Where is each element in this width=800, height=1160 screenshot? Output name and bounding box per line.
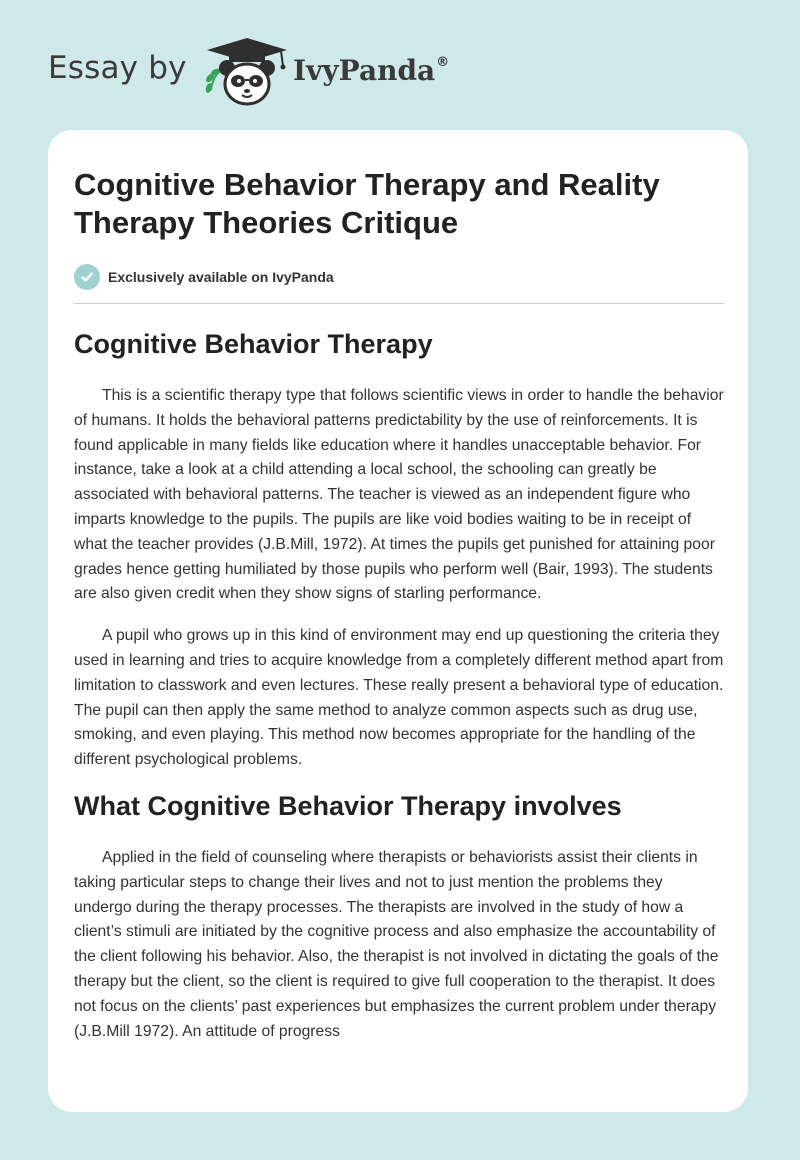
- paragraph: Applied in the field of counseling where therapists or behaviorists assist their clients in taking particular steps to change their lives and not to just mention the problems they undergo during the therapy processes. The therapists are involved in the study of how a client’s stimuli are initiated by the cognitive process and also emphasize the accountability of the client following his behavior. Also, the therapist is not involved in dictating the goals of the therapy but the client, so the client is required to give full cooperation to the therapist. It does not focus on the clients’ past experiences but emphasizes the current problem under therapy (J.B.Mill 1972). An attitude of progress: [74, 848, 719, 1040]
- brand-name[interactable]: [293, 54, 449, 87]
- paragraph: This is a scientific therapy type that follows scientific views in order to handle the behavior of humans. It holds the behavioral patterns predictability by the use of reinforcements. It is found applicable in many fields like education where it handles unacceptable behavior. For instance, take a look at a child attending a local school, the schooling can greatly be associated with behavioral patterns. The teacher is viewed as an independent figure who imparts knowledge to the pupils. The pupils are like void bodies waiting to be in receipt of what the teacher provides (J.B.Mill, 1972). At times the pupils get punished for attaining poor grades hence getting humiliated by those pupils who perform well (Bair, 1993). The students are also given credit when they show signs of starling performance.: [74, 387, 724, 603]
- essay-card: [48, 130, 748, 1112]
- exclusive-badge: [74, 264, 334, 290]
- essay-by-label: Essay by: [48, 50, 187, 86]
- registered-mark: ®: [436, 55, 450, 70]
- essay-body: [74, 326, 724, 1044]
- essay-title: Cognitive Behavior Therapy and Reality Therapy Theories Critique: [74, 167, 660, 240]
- section-heading: Cognitive Behavior Therapy: [74, 329, 433, 359]
- divider: [74, 303, 724, 304]
- paragraph: A pupil who grows up in this kind of environment may end up questioning the criteria they used in learning and tries to acquire knowledge from a completely different method apart from limitation to classwork and even lectures. These really present a behavioral type of education. The pupil can then apply the same method to analyze common aspects such as drug use, smoking, and even playing. This method now becomes appropriate for the handling of the different psychological problems.: [74, 627, 724, 769]
- site-header: [0, 0, 800, 130]
- check-icon: [74, 264, 100, 290]
- panda-graduate-icon[interactable]: [201, 36, 293, 108]
- section-heading: What Cognitive Behavior Therapy involves: [74, 790, 622, 821]
- exclusive-label: Exclusively available on IvyPanda: [108, 269, 334, 285]
- brand-name-text: IvyPanda: [293, 54, 436, 87]
